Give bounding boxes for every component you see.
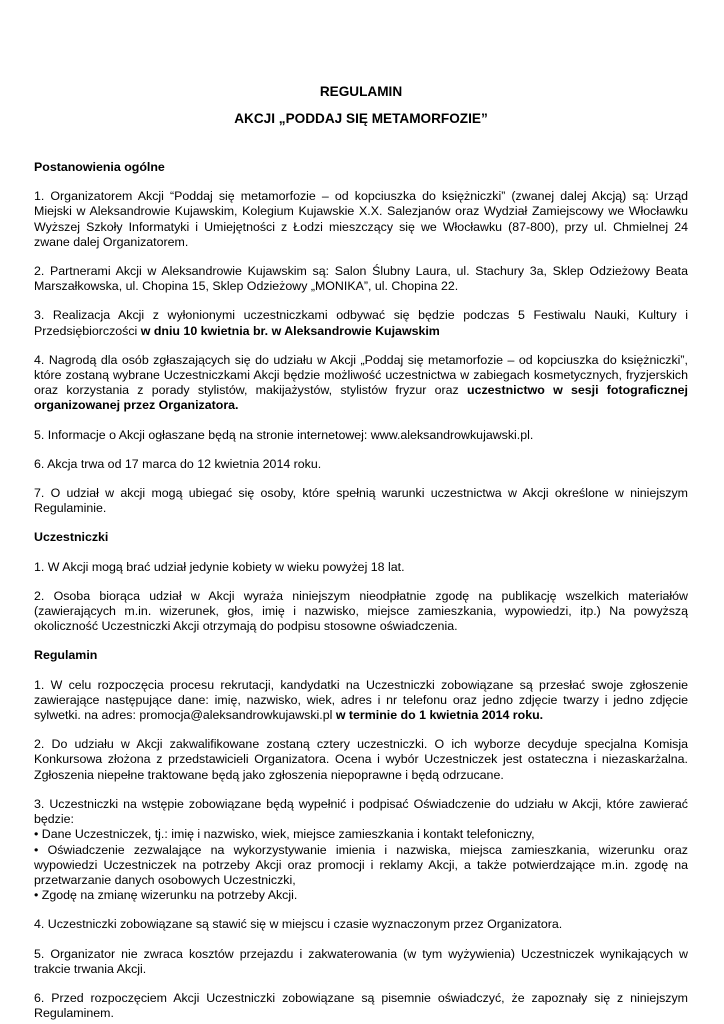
participants-paragraph-2: 2. Osoba biorąca udział w Akcji wyraża niniejszym nieodpłatnie zgodę na publikację wszelkich materiałów (zawierających m.in. wizerunek, głos, imię i nazwisko, miejsce zamieszkania, wypowiedzi, itp.) Na powyższą okoliczność Uczestniczki Akcji otrzymają do podpisu stosowne oświadczenia. [34, 588, 688, 634]
document-page [34, 80, 688, 1021]
participants-paragraph-1: 1. W Akcji mogą brać udział jedynie kobiety w wieku powyżej 18 lat. [34, 559, 405, 574]
general-paragraph-3-bold: w dniu 10 kwietnia br. w Aleksandrowie Kujawskim [140, 323, 440, 338]
general-paragraph-4-text: 4. Nagrodą dla osób zgłaszających się do udziału w Akcji „Poddaj się metamorfozie – od kopciuszka do księżniczki”, które zostaną wybrane Uczestniczkami Akcji będzie możliwość uczestnictwa w zabiegach kosmetycznych, fryzjerskich oraz korzystania z porady stylistów, makijażystów, stylistów fryzur oraz [34, 352, 688, 398]
section-heading-rules: Regulamin [34, 648, 98, 663]
rules-paragraph-5: 5. Organizator nie zwraca kosztów przejazdu i zakwaterowania (w tym wyżywienia) Uczestniczek wynikających w trakcie trwania Akcji. [34, 946, 688, 976]
section-heading-participants: Uczestniczki [34, 530, 109, 545]
general-paragraph-4 [34, 353, 688, 414]
rules-paragraph-1-text: 1. W celu rozpoczęcia procesu rekrutacji, kandydatki na Uczestniczki zobowiązane są przesłać swoje zgłoszenie zawierające następujące dane: imię, nazwisko, wiek, adres i nr telefonu oraz jedno zdjęcie twarzy i jedno zdjęcie sylwetki. na adres: promocja@aleksandrowkujawski.pl [34, 677, 688, 723]
rules-paragraph-1 [34, 678, 688, 724]
general-paragraph-2: 2. Partnerami Akcji w Aleksandrowie Kujawskim są: Salon Ślubny Laura, ul. Stachury 3a, Sklep Odzieżowy Beata Marszałkowska, ul. Chopina 15, Sklep Odzieżowy „MONIKA”, ul. Chopina 22. [34, 264, 688, 294]
general-paragraph-1: 1. Organizatorem Akcji “Poddaj się metamorfozie – od kopciuszka do księżniczki” (zwanej dalej Akcją) są: Urząd Miejski w Aleksandrowie Kujawskim, Kolegium Kujawskie X.X. Salezjanów oraz Wydział Zamiejscowy we Włocławku Wyższej Szkoły Informatyki i Umiejętności z Łodzi mieszczący się we Włocławku (87-800), przy ul. Chmielnej 24 zwane dalej Organizatorem. [34, 189, 688, 249]
general-paragraph-6: 6. Akcja trwa od 17 marca do 12 kwietnia 2014 roku. [34, 456, 322, 471]
general-paragraph-3 [34, 308, 688, 338]
rules-paragraph-3: 3. Uczestniczki na wstępie zobowiązane będą wypełnić i podpisać Oświadczenie do udziału w Akcji, które zawierać będzie: [34, 796, 688, 827]
general-paragraph-3-text: 3. Realizacja Akcji z wyłonionymi uczestniczkami odbywać się będzie podczas 5 Festiwalu Nauki, Kultury i Przedsiębiorczości [34, 308, 688, 338]
list-item: • Zgodę na zmianę wizerunku na potrzeby Akcji. [34, 888, 298, 903]
document-title: REGULAMIN [319, 84, 403, 99]
list-item: • Dane Uczestniczek, tj.: imię i nazwisko, wiek, miejsce zamieszkania i kontakt telefoniczny, [34, 827, 535, 842]
general-paragraph-7: 7. O udział w akcji mogą ubiegać się osoby, które spełnią warunki uczestnictwa w Akcji określone w niniejszym Regulaminie. [34, 486, 688, 516]
general-paragraph-4-bold: uczestnictwo w sesji fotograficznej organizowanej przez Organizatora. [34, 383, 688, 413]
rules-bullet-list [34, 827, 688, 903]
rules-paragraph-6: 6. Przed rozpoczęciem Akcji Uczestniczki zobowiązane są pisemnie oświadczyć, że zapoznały się z niniejszym Regulaminem. [34, 990, 688, 1021]
list-item: • Oświadczenie zezwalające na wykorzystywanie imienia i nazwiska, miejsca zamieszkania, wizerunku oraz wypowiedzi Uczestniczek na potrzeby Akcji oraz promocji i reklamy Akcji, a także potwierdzające m.in. zgodę na przetwarzanie danych osobowych Uczestniczki, [34, 842, 688, 887]
rules-paragraph-4: 4. Uczestniczki zobowiązane są stawić się w miejscu i czasie wyznaczonym przez Organizatora. [34, 917, 563, 932]
general-paragraph-5: 5. Informacje o Akcji ogłaszane będą na stronie internetowej: www.aleksandrowkujawski.pl. [34, 427, 534, 442]
rules-paragraph-1-bold: w terminie do 1 kwietnia 2014 roku. [335, 708, 544, 723]
document-subtitle: AKCJI „PODDAJ SIĘ METAMORFOZIE” [234, 111, 488, 126]
section-heading-general: Postanowienia ogólne [34, 160, 165, 174]
rules-paragraph-2: 2. Do udziału w Akcji zakwalifikowane zostaną cztery uczestniczki. O ich wyborze decyduje specjalna Komisja Konkursowa złożona z przedstawicieli Organizatora. Ocena i wybór Uczestniczek jest ostateczna i niezaskarżalna. Zgłoszenia niepełne traktowane będą jako zgłoszenia niepoprawne i będą odrzucane. [34, 737, 688, 782]
